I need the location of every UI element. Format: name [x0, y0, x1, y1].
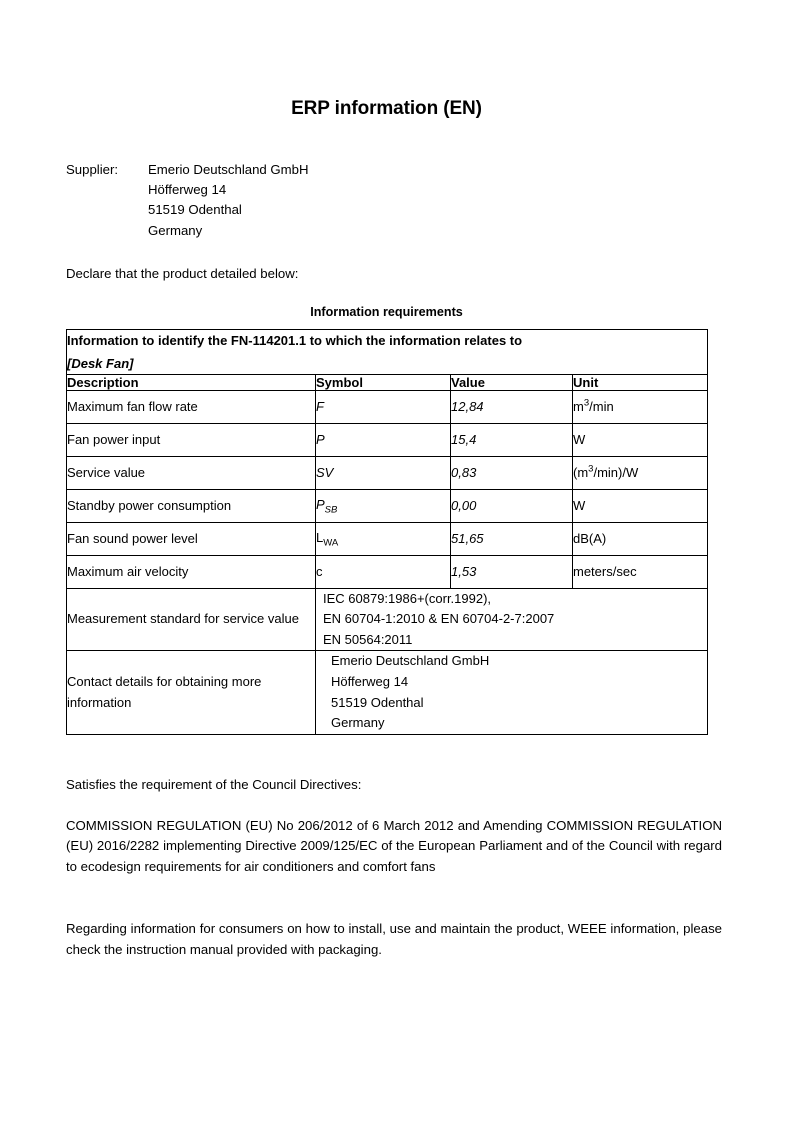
row-description: Service value	[67, 456, 316, 489]
row-unit	[573, 489, 708, 522]
row-symbol	[316, 390, 451, 423]
symbol-main: L	[316, 529, 324, 545]
contact-details-label: Contact details for obtaining more information	[67, 651, 316, 734]
table-row-measurement-standard	[67, 588, 708, 651]
unit-prefix: m	[573, 399, 584, 415]
consumer-information-paragraph: Regarding information for consumers on how to install, use and maintain the product, WEEE information, please check the instruction manual provided with packaging.	[66, 921, 722, 957]
standard-line: EN 60704-1:2010 & EN 60704-2-7:2007	[323, 611, 555, 627]
unit-suffix: /min	[589, 399, 614, 415]
column-header-unit: Unit	[573, 374, 708, 390]
declaration-text: Declare that the product detailed below:	[66, 265, 299, 281]
table-row	[67, 489, 708, 522]
information-requirements-heading: Information requirements	[310, 304, 463, 319]
symbol-subscript: WA	[323, 537, 339, 549]
erp-information-table	[66, 329, 708, 735]
row-unit	[573, 555, 708, 588]
row-unit	[573, 456, 708, 489]
page-title: ERP information (EN)	[291, 98, 482, 119]
table-row	[67, 390, 708, 423]
symbol-subscript: SB	[324, 504, 338, 516]
row-value: 51,65	[451, 522, 573, 555]
table-row-contact-details	[67, 651, 708, 734]
row-symbol	[316, 423, 451, 456]
table-row	[67, 456, 708, 489]
supplier-block	[66, 160, 722, 241]
row-value: 15,4	[451, 423, 573, 456]
unit-prefix: W	[573, 498, 586, 514]
identify-title: Information to identify the FN-114201.1 to which the information relates to	[67, 332, 523, 348]
identify-subtitle: [Desk Fan]	[67, 355, 134, 371]
row-description: Maximum air velocity	[67, 555, 316, 588]
symbol-main: P	[316, 496, 325, 512]
unit-prefix: meters/sec	[573, 564, 637, 580]
contact-list	[316, 651, 707, 733]
table-row	[67, 522, 708, 555]
row-description: Fan sound power level	[67, 522, 316, 555]
satisfies-statement: Satisfies the requirement of the Council Directives:	[66, 776, 362, 792]
symbol-main: P	[316, 432, 325, 448]
supplier-city: 51519 Odenthal	[148, 202, 242, 218]
table-header-identify-row	[67, 329, 708, 374]
row-symbol	[316, 555, 451, 588]
table-column-header-row	[67, 374, 708, 390]
page-content	[66, 0, 722, 960]
row-unit	[573, 390, 708, 423]
symbol-main: SV	[316, 465, 334, 481]
unit-prefix: dB(A)	[573, 531, 607, 547]
symbol-main: F	[316, 399, 324, 415]
identify-header-cell	[67, 329, 708, 374]
regulation-paragraph: COMMISSION REGULATION (EU) No 206/2012 of 6 March 2012 and Amending COMMISSION REGULATION (EU) 2016/2282 implementing Directive 2009/125/EC of the European Parliament and of the Council with regard to ecodesign requirements for air conditioners and comfort fans	[66, 817, 722, 874]
row-symbol	[316, 456, 451, 489]
row-value: 0,83	[451, 456, 573, 489]
row-value: 12,84	[451, 390, 573, 423]
row-symbol	[316, 522, 451, 555]
standard-line: EN 50564:2011	[323, 631, 413, 647]
contact-line: Emerio Deutschland GmbH	[331, 653, 490, 669]
contact-line: 51519 Odenthal	[331, 694, 424, 710]
table-row	[67, 555, 708, 588]
row-description: Standby power consumption	[67, 489, 316, 522]
contact-line: Höfferweg 14	[331, 673, 409, 689]
row-description: Maximum fan flow rate	[67, 390, 316, 423]
symbol-main: c	[316, 564, 323, 580]
column-header-value: Value	[451, 374, 573, 390]
row-value: 1,53	[451, 555, 573, 588]
supplier-label: Supplier:	[66, 162, 119, 177]
row-unit	[573, 522, 708, 555]
contact-line: Germany	[331, 715, 385, 731]
row-description: Fan power input	[67, 423, 316, 456]
measurement-standard-value	[316, 588, 708, 651]
row-value: 0,00	[451, 489, 573, 522]
measurement-standard-label: Measurement standard for service value	[67, 588, 316, 651]
supplier-name: Emerio Deutschland GmbH	[148, 162, 309, 177]
unit-superscript: 3	[588, 463, 594, 475]
unit-prefix: (m	[573, 465, 589, 481]
unit-prefix: W	[573, 432, 586, 448]
supplier-country: Germany	[148, 222, 203, 238]
standard-line: IEC 60879:1986+(corr.1992),	[323, 590, 492, 606]
supplier-row	[66, 160, 722, 241]
table-row	[67, 423, 708, 456]
standard-list	[323, 589, 707, 651]
unit-superscript: 3	[583, 397, 590, 409]
footer-block	[66, 775, 722, 961]
contact-details-value	[316, 651, 708, 734]
row-unit	[573, 423, 708, 456]
column-header-description: Description	[67, 374, 316, 390]
row-symbol	[316, 489, 451, 522]
supplier-street: Höfferweg 14	[148, 182, 227, 198]
unit-suffix: /min)/W	[593, 465, 639, 481]
supplier-address	[148, 160, 722, 241]
column-header-symbol: Symbol	[316, 374, 451, 390]
